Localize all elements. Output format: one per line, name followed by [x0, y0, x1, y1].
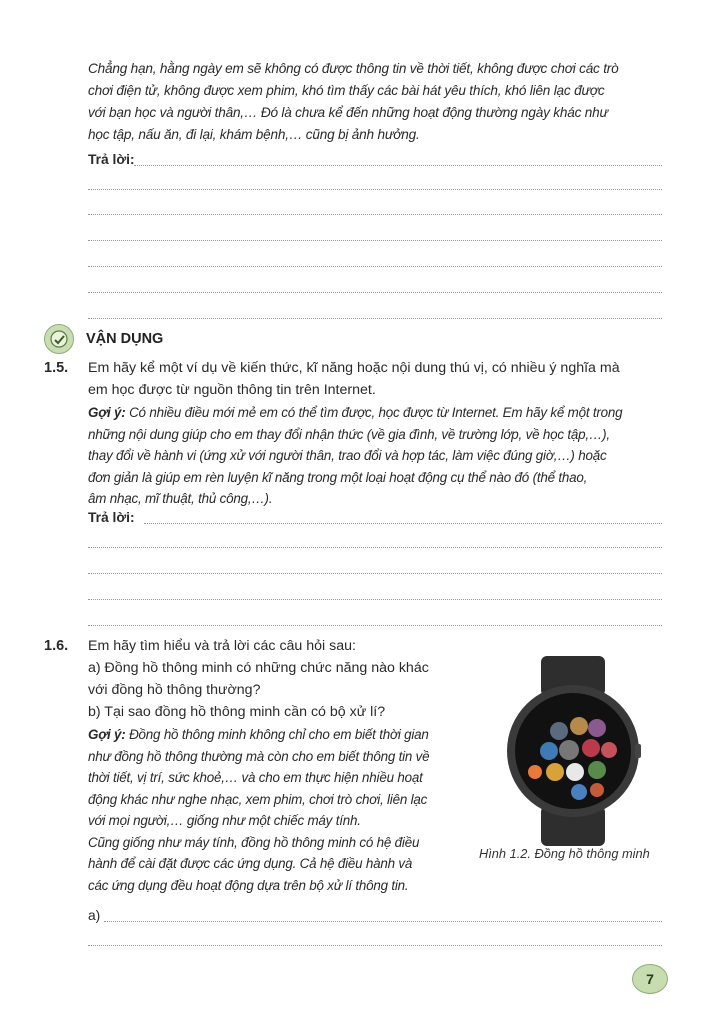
- page-number: 7: [632, 964, 668, 994]
- question-line: Em hãy kể một ví dụ về kiến thức, kĩ năng hoặc nội dung thú vị, có nhiều ý nghĩa mà: [88, 360, 620, 376]
- intro-line: chơi điện tử, không được xem phim, khó tìm thấy các bài hát yêu thích, khó liên lạc được: [88, 83, 605, 98]
- answer-row-a: [88, 908, 662, 926]
- hint-line: Đồng hồ thông minh không chỉ cho em biết thời gian: [125, 727, 429, 742]
- answer-dotline[interactable]: [88, 318, 662, 319]
- intro-line: học tập, nấu ăn, đi lại, khám bệnh,… cũng bị ảnh hưởng.: [88, 127, 420, 142]
- intro-paragraph: [88, 58, 673, 146]
- hint-label: Gợi ý:: [88, 405, 126, 420]
- question-number: 1.6.: [44, 638, 69, 654]
- hint-paragraph: [88, 724, 429, 896]
- answer-dotline[interactable]: [88, 547, 662, 548]
- hint-line: âm nhạc, mĩ thuật, thủ công,…).: [88, 491, 273, 506]
- question-line: b) Tại sao đồng hồ thông minh cần có bộ xử lí?: [88, 704, 386, 720]
- intro-line: Chẳng hạn, hằng ngày em sẽ không có được thông tin về thời tiết, không được chơi các trò: [88, 61, 619, 76]
- answer-dotline[interactable]: [88, 625, 662, 626]
- figure-caption: Hình 1.2. Đồng hồ thông minh: [479, 846, 650, 861]
- question-line: em học được từ nguồn thông tin trên Internet.: [88, 382, 376, 398]
- intro-line: với bạn học và người thân,… Đó là chưa kể đến những hoạt động thường ngày khác như: [88, 105, 608, 120]
- hint-line: các ứng dụng đều hoạt động dựa trên bộ xử lí thông tin.: [88, 877, 409, 893]
- hint-line: như đồng hồ thông thường mà còn cho em biết thông tin về: [88, 748, 430, 764]
- hint-line: những nội dung giúp cho em thay đổi nhận thức (về gia đình, về trường lớp, về học tập,…),: [88, 426, 610, 442]
- hint-line: thời tiết, vị trí, sức khoẻ,… và cho em thực hiện nhiều hoạt: [88, 770, 423, 785]
- answer-dotline[interactable]: [88, 599, 662, 600]
- question-number: 1.5.: [44, 360, 69, 376]
- hint-line: Cũng giống như máy tính, đồng hồ thông minh có hệ điều: [88, 834, 420, 850]
- question-line: Em hãy tìm hiểu và trả lời các câu hỏi sau:: [88, 638, 356, 654]
- application-icon: [44, 324, 74, 354]
- answer-dotline[interactable]: [88, 214, 662, 215]
- answer-dotline[interactable]: [88, 240, 662, 241]
- hint-label: Gợi ý:: [88, 727, 126, 742]
- answer-dotline[interactable]: [88, 189, 662, 190]
- question-text: [88, 357, 620, 401]
- answer-dotline[interactable]: [88, 945, 662, 946]
- question-line: với đồng hồ thông thường?: [88, 682, 261, 698]
- hint-line: với mọi người,… giống như một chiếc máy tính.: [88, 813, 361, 828]
- section-heading: [44, 324, 344, 354]
- answer-dotline[interactable]: [88, 292, 662, 293]
- hint-line: Có nhiều điều mới mẻ em có thể tìm được, học được từ Internet. Em hãy kể một trong: [125, 405, 623, 420]
- hint-line: thay đổi về hành vi (ứng xử với người thân, trao đổi và hợp tác, làm việc đúng giờ,…) hoặc: [88, 448, 607, 463]
- question-line: a) Đồng hồ thông minh có những chức năng nào khác: [88, 660, 429, 676]
- hint-paragraph: [88, 402, 622, 510]
- hint-line: hành để cài đặt được các ứng dụng. Cả hệ điều hành và: [88, 856, 413, 871]
- answer-label: Trả lời:: [88, 510, 135, 525]
- answer-dotline[interactable]: [88, 573, 662, 574]
- question-text: [88, 635, 429, 723]
- answer-dotline[interactable]: [88, 266, 662, 267]
- smartwatch-image: [503, 656, 643, 846]
- section-title: VẬN DỤNG: [86, 331, 164, 347]
- answer-dotline[interactable]: [134, 165, 662, 166]
- answer-label: Trả lời:: [88, 152, 135, 167]
- answer-dotline[interactable]: [104, 921, 662, 922]
- answer-row-1: [88, 152, 662, 170]
- answer-label-a: a): [88, 908, 101, 923]
- answer-row-2: [88, 510, 662, 528]
- hint-line: đơn giản là giúp em rèn luyện kĩ năng trong một loại hoạt động cụ thể nào đó (thể thao,: [88, 469, 588, 485]
- hint-line: động khác như nghe nhạc, xem phim, chơi trò chơi, liên lạc: [88, 791, 428, 807]
- answer-dotline[interactable]: [144, 523, 662, 524]
